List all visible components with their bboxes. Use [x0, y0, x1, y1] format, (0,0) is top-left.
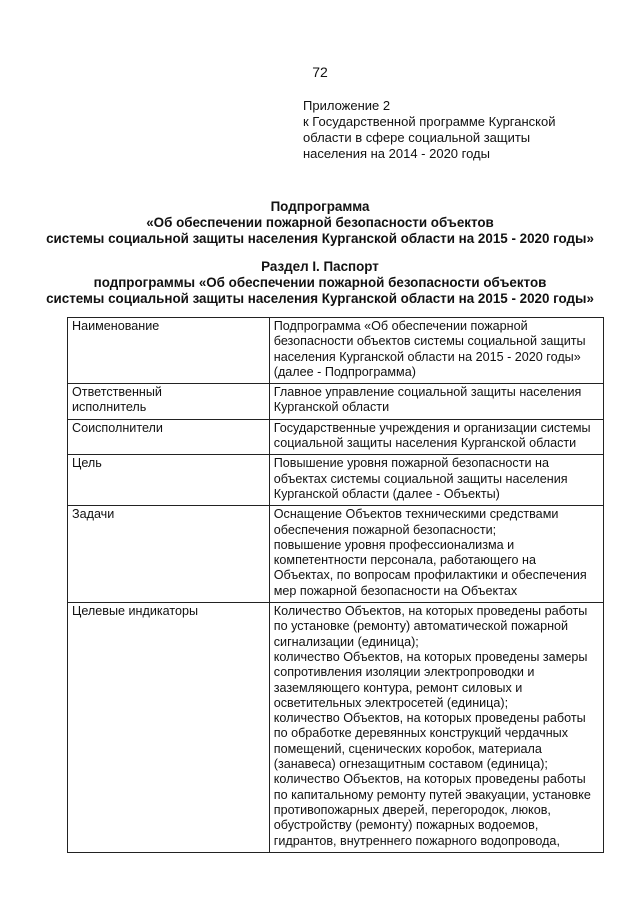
- row-value-line: Оснащение Объектов техническими средствами: [273, 507, 559, 522]
- appendix-line: области в сфере социальной защиты: [303, 130, 531, 145]
- passport-table: [67, 317, 604, 853]
- subprogram-title-line: системы социальной защиты населения Курганской области на 2015 - 2020 годы»: [46, 231, 594, 246]
- row-label-line: Цель: [72, 456, 102, 471]
- row-label-line: исполнитель: [72, 400, 147, 415]
- section-title-line: подпрограммы «Об обеспечении пожарной безопасности объектов: [93, 275, 547, 290]
- row-value-line: количество Объектов, на которых проведены замеры: [273, 649, 588, 664]
- row-value-line: количество Объектов, на которых проведены работы: [273, 772, 586, 787]
- row-value-line: Главное управление социальной защиты населения: [273, 385, 582, 400]
- row-value-cell: [269, 455, 603, 506]
- table-row: [68, 318, 604, 384]
- section-title-line: системы социальной защиты населения Курганской области на 2015 - 2020 годы»: [46, 291, 594, 306]
- row-label-cell: [68, 455, 270, 506]
- row-value-line: сигнализации (единица);: [273, 634, 419, 649]
- row-value-line: компетентности персонала, работающего на: [273, 553, 536, 568]
- table-row: [68, 419, 604, 455]
- row-value-cell: [269, 506, 603, 603]
- subprogram-title-line: «Об обеспечении пожарной безопасности объектов: [146, 215, 494, 230]
- row-value-cell: [269, 603, 603, 853]
- row-label-line: Соисполнители: [72, 420, 163, 435]
- row-value-line: помещений, сценических коробок, материала: [273, 741, 542, 756]
- table-row: [68, 506, 604, 603]
- row-value-line: гидрантов, внутреннего пожарного водопровода,: [273, 833, 560, 848]
- appendix-line: Приложение 2: [303, 98, 391, 113]
- section-title: [0, 259, 640, 307]
- row-value-line: (далее - Подпрограмма): [273, 364, 416, 379]
- section-title-line: Раздел I. Паспорт: [261, 259, 379, 274]
- row-value-line: социальной защиты населения Курганской области: [273, 436, 577, 451]
- row-label-cell: [68, 318, 270, 384]
- row-label-line: Задачи: [72, 507, 115, 522]
- row-value-line: противопожарных дверей, перегородок, люков,: [273, 802, 551, 817]
- row-value-cell: [269, 419, 603, 455]
- row-value-line: заземляющего контура, ремонт силовых и: [273, 680, 523, 695]
- row-value-line: обеспечения пожарной безопасности;: [273, 522, 497, 537]
- row-value-line: Курганской области (далее - Объекты): [273, 486, 500, 501]
- row-value-cell: [269, 318, 603, 384]
- row-value-cell: [269, 384, 603, 420]
- row-value-line: (занавеса) огнезащитным составом (единица);: [273, 757, 548, 772]
- table-row: [68, 455, 604, 506]
- row-value-line: Курганской области: [273, 400, 390, 415]
- row-label-cell: [68, 506, 270, 603]
- row-label-cell: [68, 603, 270, 853]
- page-number: 72: [312, 64, 328, 80]
- row-value-line: Подпрограмма «Об обеспечении пожарной: [273, 319, 528, 333]
- row-label-line: Ответственный: [72, 385, 162, 400]
- row-value-line: населения Курганской области на 2015 - 2020 годы»: [273, 349, 581, 364]
- row-value-line: Количество Объектов, на которых проведены работы: [273, 604, 588, 619]
- row-value-line: обустройству (ремонту) пожарных водоемов,: [273, 818, 539, 833]
- appendix-line: населения на 2014 - 2020 годы: [303, 146, 490, 161]
- row-label-line: Наименование: [72, 319, 160, 333]
- row-value-line: Государственные учреждения и организации системы: [273, 420, 591, 435]
- row-value-line: сопротивления изоляции электропроводки и: [273, 665, 535, 680]
- row-label-cell: [68, 384, 270, 420]
- row-value-line: Повышение уровня пожарной безопасности на: [273, 456, 549, 471]
- row-value-line: по обработке деревянных конструкций чердачных: [273, 726, 568, 741]
- row-value-line: мер пожарной безопасности на Объектах: [273, 583, 518, 598]
- appendix-note: [303, 98, 623, 162]
- passport-table-body: [68, 318, 604, 853]
- row-value-line: по установке (ремонту) автоматической пожарной: [273, 619, 569, 634]
- row-value-line: по капитальному ремонту путей эвакуации, установке: [273, 787, 591, 802]
- table-row: [68, 384, 604, 420]
- table-row: [68, 603, 604, 853]
- row-value-line: повышение уровня профессионализма и: [273, 537, 515, 552]
- row-value-line: количество Объектов, на которых проведены работы: [273, 711, 586, 726]
- subprogram-title-line: Подпрограмма: [270, 199, 370, 214]
- row-value-line: безопасности объектов системы социальной защиты: [273, 334, 586, 349]
- row-value-line: осветительных электросетей (единица);: [273, 695, 509, 710]
- row-value-line: объектах системы социальной защиты населения: [273, 471, 568, 486]
- subprogram-title: [0, 199, 640, 247]
- row-label-line: Целевые индикаторы: [72, 604, 199, 619]
- row-value-line: Объектах, по вопросам профилактики и обеспечения: [273, 568, 587, 583]
- row-label-cell: [68, 419, 270, 455]
- appendix-line: к Государственной программе Курганской: [303, 114, 556, 129]
